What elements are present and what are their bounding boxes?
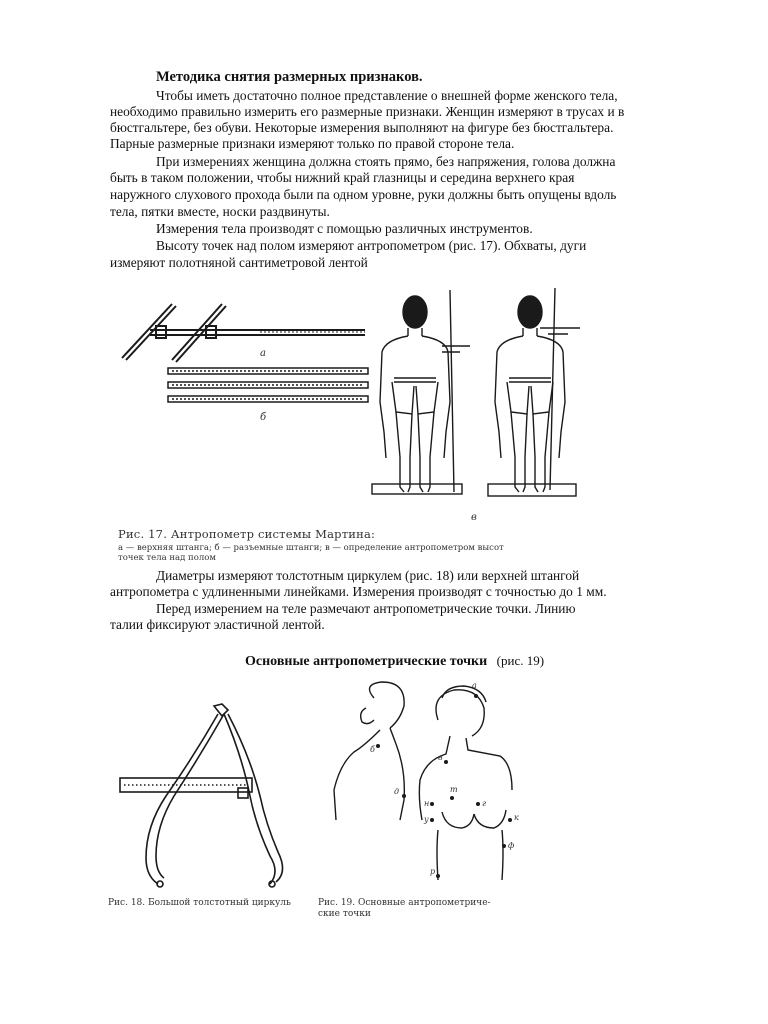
heading-figure-ref: (рис. 19) xyxy=(496,653,545,668)
label-b: б xyxy=(260,412,267,423)
point-label: б xyxy=(370,745,375,754)
figure-18 xyxy=(110,696,310,896)
point-label: ф xyxy=(508,841,515,850)
paragraph-line: измеряют полотняной сантиметровой лентой xyxy=(110,255,368,270)
point-label: т xyxy=(450,785,458,794)
point-label: н xyxy=(424,799,430,808)
paragraph-line: При измерениях женщина должна стоять прямо, без напряжения, голова должна xyxy=(156,154,616,169)
figure-17-caption-line: точек тела над полом xyxy=(118,553,216,563)
point-label: к xyxy=(514,813,519,822)
point-label: в xyxy=(438,753,443,762)
figure-17-caption-line: а — верхняя штанга; б — разъемные штанги; в — определение антропометром высот xyxy=(118,543,504,553)
paragraph-line: тела, пятки вместе, носки раздвинуты. xyxy=(110,204,330,219)
paragraph-line: быть в таком положении, чтобы нижний край глазницы и середина верхнего края xyxy=(110,170,575,185)
section-title: Методика снятия размерных признаков. xyxy=(156,69,423,85)
point-label: г xyxy=(482,799,487,808)
paragraph-line: наружного слухового прохода были па одном уровне, руки должны быть опущены вдоль xyxy=(110,187,617,202)
label-a: а xyxy=(260,348,266,359)
heading-text: Основные антропометрические точки xyxy=(245,654,488,669)
figure-19-caption-line: Рис. 19. Основные антропометриче- xyxy=(318,898,491,908)
paragraph-line: Перед измерением на теле размечают антропометрические точки. Линию xyxy=(156,601,576,616)
section-heading xyxy=(245,653,544,671)
figure-17 xyxy=(110,282,610,567)
figure-19-caption-line: ские точки xyxy=(318,909,371,919)
paragraph-line: Парные размерные признаки измеряют только по правой стороне тела. xyxy=(110,136,515,151)
label-v: в xyxy=(471,512,477,523)
paragraph-line: бюстгальтере, без обуви. Некоторые измерения выполняют на фигуре без бюстгальтера. xyxy=(110,120,614,135)
point-label: у xyxy=(424,815,429,824)
point-label: а xyxy=(472,681,477,690)
paragraph-line: Измерения тела производят с помощью различных инструментов. xyxy=(156,221,533,236)
paragraph-line: Чтобы иметь достаточно полное представление о внешней форме женского тела, xyxy=(156,88,618,103)
point-label: д xyxy=(394,787,400,796)
woman-back-figure-1 xyxy=(372,290,470,494)
anthropometric-points-illustration xyxy=(326,680,526,890)
paragraph-line: талии фиксируют эластичной лентой. xyxy=(110,617,325,632)
anthropometer-illustration xyxy=(110,282,610,567)
paragraph-line: Высоту точек над полом измеряют антропометром (рис. 17). Обхваты, дуги xyxy=(156,238,587,253)
paragraph-line: антропометра с удлиненными линейками. Измерения производят с точностью до 1 мм. xyxy=(110,584,607,599)
point-label: р xyxy=(430,867,436,876)
figure-19 xyxy=(326,680,526,890)
figure-18-caption: Рис. 18. Большой толстотный циркуль xyxy=(108,898,291,908)
figure-17-caption-title: Рис. 17. Антропометр системы Мартина: xyxy=(118,527,376,541)
caliper-illustration xyxy=(110,696,310,896)
paragraph-line: необходимо правильно измерить его размерные признаки. Женщин измеряют в трусах и в xyxy=(110,104,625,119)
paragraph-line: Диаметры измеряют толстотным циркулем (рис. 18) или верхней штангой xyxy=(156,568,580,583)
woman-back-figure-2 xyxy=(488,288,580,496)
